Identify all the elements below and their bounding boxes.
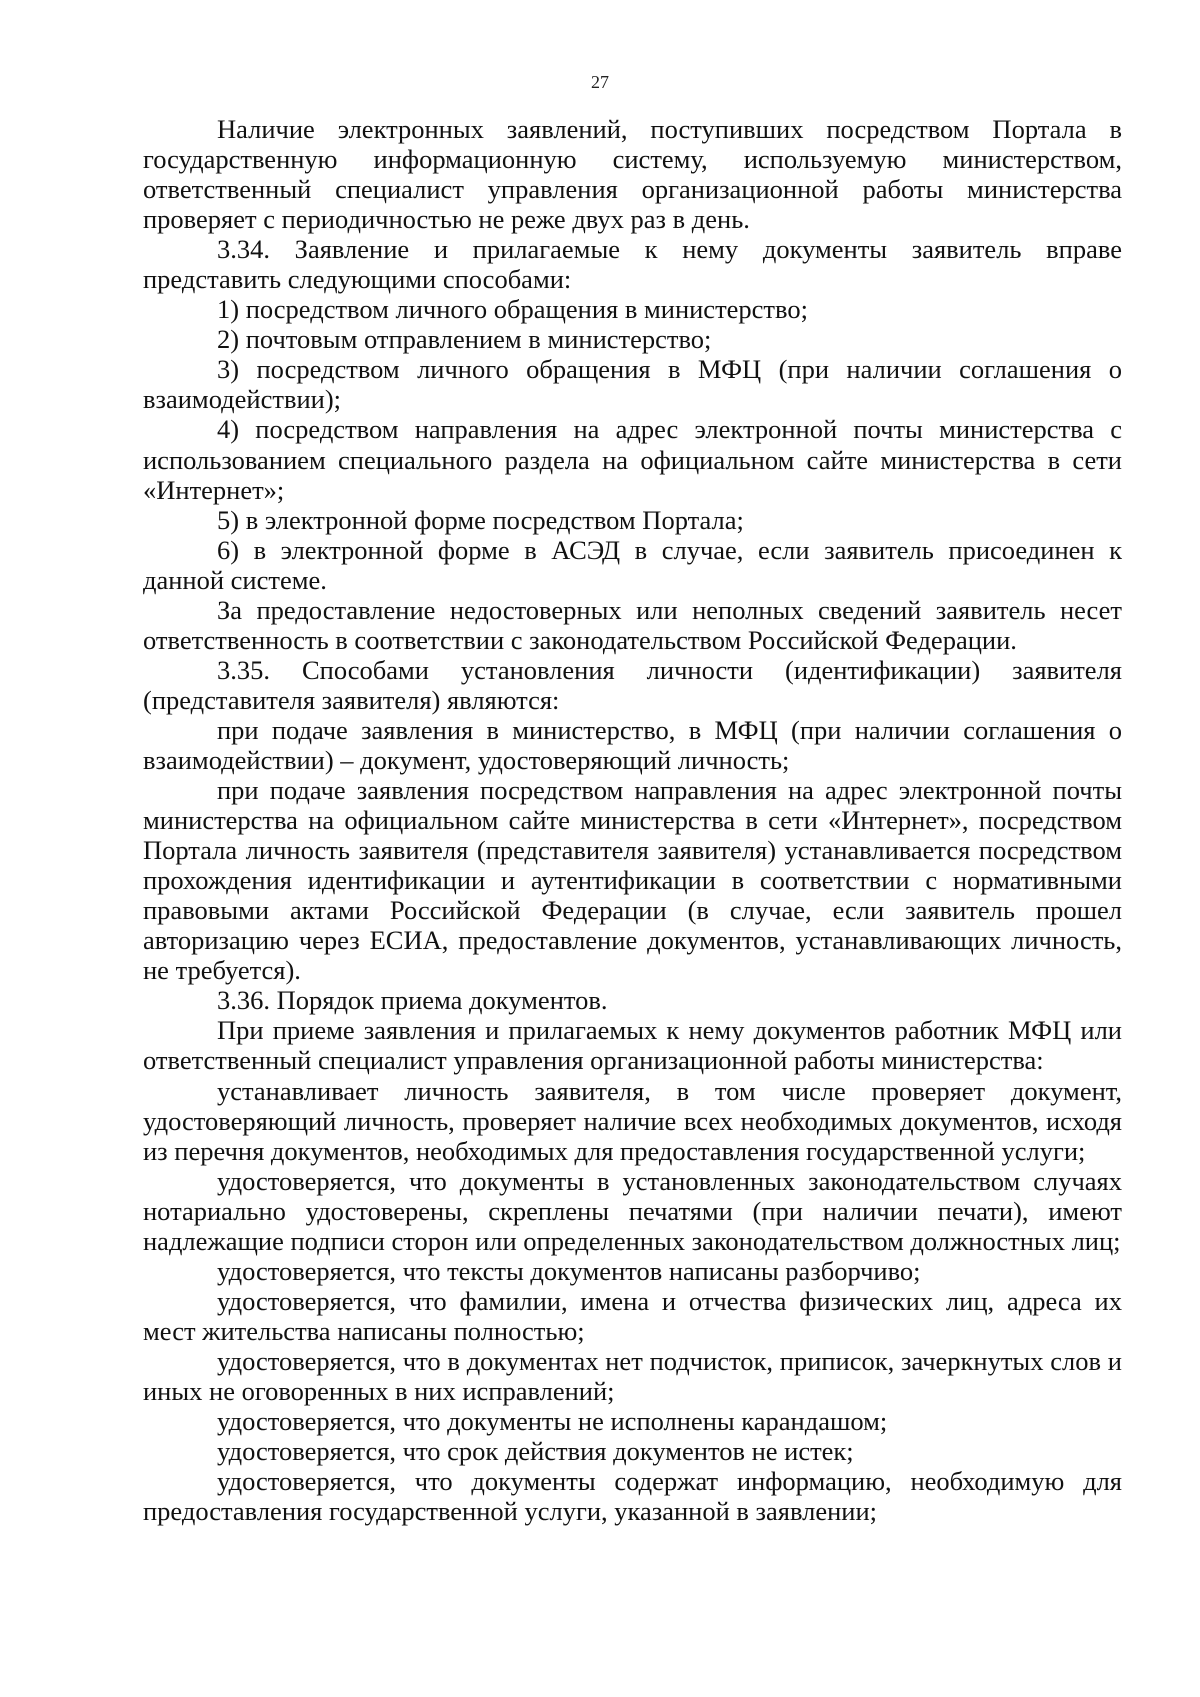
list-item: 2) почтовым отправлением в министерство; (217, 324, 712, 355)
document-body (143, 114, 1122, 1526)
paragraph: удостоверяется, что тексты документов написаны разборчиво; (217, 1255, 921, 1286)
paragraph: устанавливает личность заявителя, в том числе проверяет документ, удостоверяющий личность, проверяет наличие всех необходимых документов, исходя из перечня документов, необходимых для предоставления государственной услуги; (143, 1075, 1122, 1166)
paragraph: удостоверяется, что фамилии, имена и отчества физических лиц, адреса их мест жительства написаны полностью; (143, 1285, 1122, 1346)
paragraph: удостоверяется, что документы содержат информацию, необходимую для предоставления государственной услуги, указанной в заявлении; (143, 1466, 1122, 1527)
paragraph: удостоверяется, что срок действия документов не истек; (217, 1436, 854, 1467)
paragraph: удостоверяется, что документы в установленных законодательством случаях нотариально удостоверены, скреплены печатями (при наличии печати), имеют надлежащие подписи сторон или определенных законодательством должностных лиц; (143, 1165, 1122, 1256)
paragraph: За предоставление недостоверных или неполных сведений заявитель несет ответственность в соответствии с законодательством Российской Федерации. (143, 594, 1122, 655)
paragraph: при подаче заявления в министерство, в МФЦ (при наличии соглашения о взаимодействии) – документ, удостоверяющий личность; (143, 714, 1122, 775)
paragraph: при подаче заявления посредством направления на адрес электронной почты министерства на официальном сайте министерства в сети «Интернет», посредством Портала личность заявителя (представителя заявителя) устанавливается посредством прохождения идентификации и аутентификации в соответствии с нормативными правовыми актами Российской Федерации (в случае, если заявитель прошел авторизацию через ЕСИА, предоставление документов, устанавливающих личность, не требуется). (143, 775, 1122, 986)
paragraph: 3.35. Способами установления личности (идентификации) заявителя (представителя заявителя) являются: (143, 654, 1122, 715)
page-number: 27 (591, 72, 609, 92)
paragraph: При приеме заявления и прилагаемых к нему документов работник МФЦ или ответственный специалист управления организационной работы министерства: (143, 1015, 1122, 1076)
paragraph: удостоверяется, что в документах нет подчисток, приписок, зачеркнутых слов и иных не оговоренных в них исправлений; (143, 1345, 1122, 1406)
paragraph: Наличие электронных заявлений, поступивших посредством Портала в государственную информационную систему, используемую министерством, ответственный специалист управления организационной работы министерства проверяет с периодичностью не реже двух раз в день. (143, 114, 1122, 235)
list-item: 5) в электронной форме посредством Портала; (217, 504, 744, 535)
list-item: 1) посредством личного обращения в министерство; (217, 294, 808, 325)
paragraph: удостоверяется, что документы не исполнены карандашом; (217, 1406, 888, 1437)
paragraph: 3.34. Заявление и прилагаемые к нему документы заявитель вправе представить следующими способами: (143, 234, 1122, 295)
paragraph: 3.36. Порядок приема документов. (217, 985, 608, 1016)
list-item: 3) посредством личного обращения в МФЦ (при наличии соглашения о взаимодействии); (143, 354, 1122, 415)
list-item: 4) посредством направления на адрес электронной почты министерства с использованием специального раздела на официальном сайте министерства в сети «Интернет»; (143, 414, 1122, 505)
list-item: 6) в электронной форме в АСЭД в случае, если заявитель присоединен к данной системе. (143, 534, 1122, 595)
